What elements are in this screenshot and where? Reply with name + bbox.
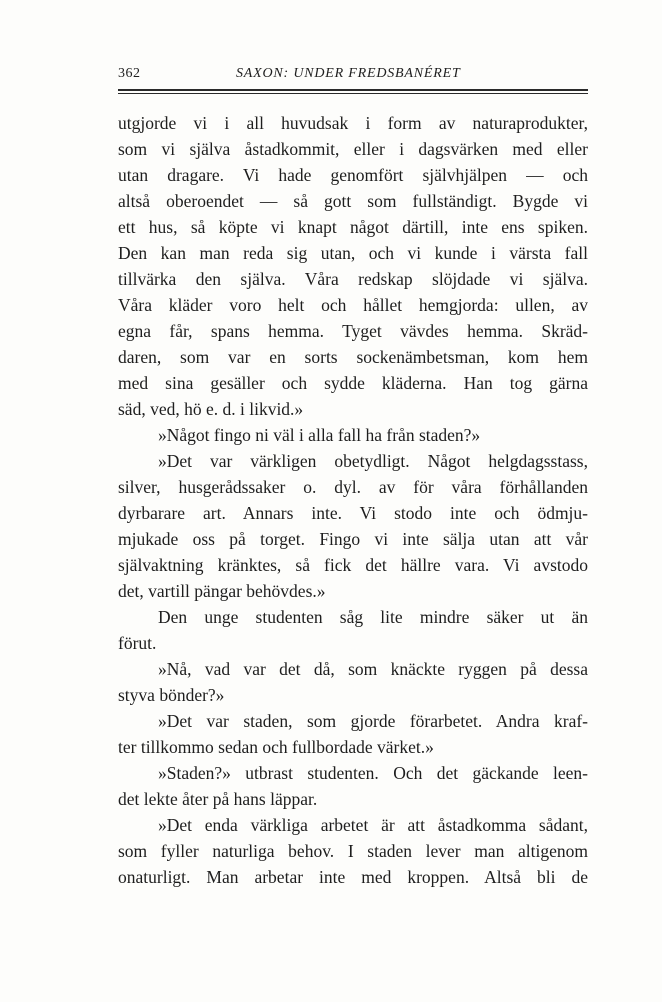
text-line: »Det enda värkliga arbetet är att åstadkomma sådant, [158,815,588,835]
text-line: Den unge studenten såg lite mindre säker ut än [158,607,588,627]
text-line: utgjorde vi i all huvudsak i form av naturaprodukter, [118,113,588,133]
text-line: egna får, spans hemma. Tyget vävdes hemma. Skräd- [118,321,588,341]
page-number: 362 [118,66,141,81]
text-line: »Det var värkligen obetydligt. Något helgdagsstass, [158,451,588,471]
text-line: altså oberoendet — så gott som fullständigt. Bygde vi [118,191,588,211]
text-line: Våra kläder voro helt och hållet hemgjorda: ullen, av [118,295,588,315]
text-line: »Staden?» utbrast studenten. Och det gäckande leen- [158,763,588,783]
running-head [118,66,588,86]
running-title: SAXON: UNDER FREDSBANÉRET [236,66,461,81]
text-line: utan dragare. Vi hade genomfört självhjälpen — och [118,165,588,185]
text-line: självaktning kränktes, så fick det hällre vara. Vi avstodo [118,555,588,575]
text-line: Den kan man reda sig utan, och vi kunde i värsta fall [118,243,588,263]
text-line: som fyller naturliga behov. I staden lever man altigenom [118,841,588,861]
text-line: daren, som var en sorts sockenämbetsman, kom hem [118,347,588,367]
text-line: dyrbarare art. Annars inte. Vi stodo inte och ödmju- [118,503,588,523]
text-line: styva bönder?» [118,685,225,705]
text-line: »Något fingo ni väl i alla fall ha från staden?» [158,425,481,445]
text-line: det, vartill pängar behövdes.» [118,581,326,601]
header-rule-thick [118,89,588,91]
text-line: ter tillkommo sedan och fullbordade värket.» [118,737,434,757]
text-line: tillvärka den själva. Våra redskap slöjdade vi själva. [118,269,588,289]
text-line: ett hus, så köpte vi knapt något därtill, inte ens spiken. [118,217,588,237]
text-line: »Det var staden, som gjorde förarbetet. Andra kraf- [158,711,588,731]
header-rule-thin [118,93,588,94]
body-text [118,110,588,890]
text-line: »Nå, vad var det då, som knäckte ryggen på dessa [158,659,588,679]
text-line: som vi själva åstadkommit, eller i dagsvärken med eller [118,139,588,159]
text-line: förut. [118,633,157,653]
text-line: mjukade oss på torget. Fingo vi inte sälja utan att vår [118,529,588,549]
text-line: silver, husgerådssaker o. dyl. av för våra förhållanden [118,477,588,497]
text-line: säd, ved, hö e. d. i likvid.» [118,399,304,419]
text-line: det lekte åter på hans läppar. [118,789,318,809]
text-line: onaturligt. Man arbetar inte med kroppen. Altså bli de [118,867,588,887]
text-line: med sina gesäller och sydde kläderna. Han tog gärna [118,373,588,393]
